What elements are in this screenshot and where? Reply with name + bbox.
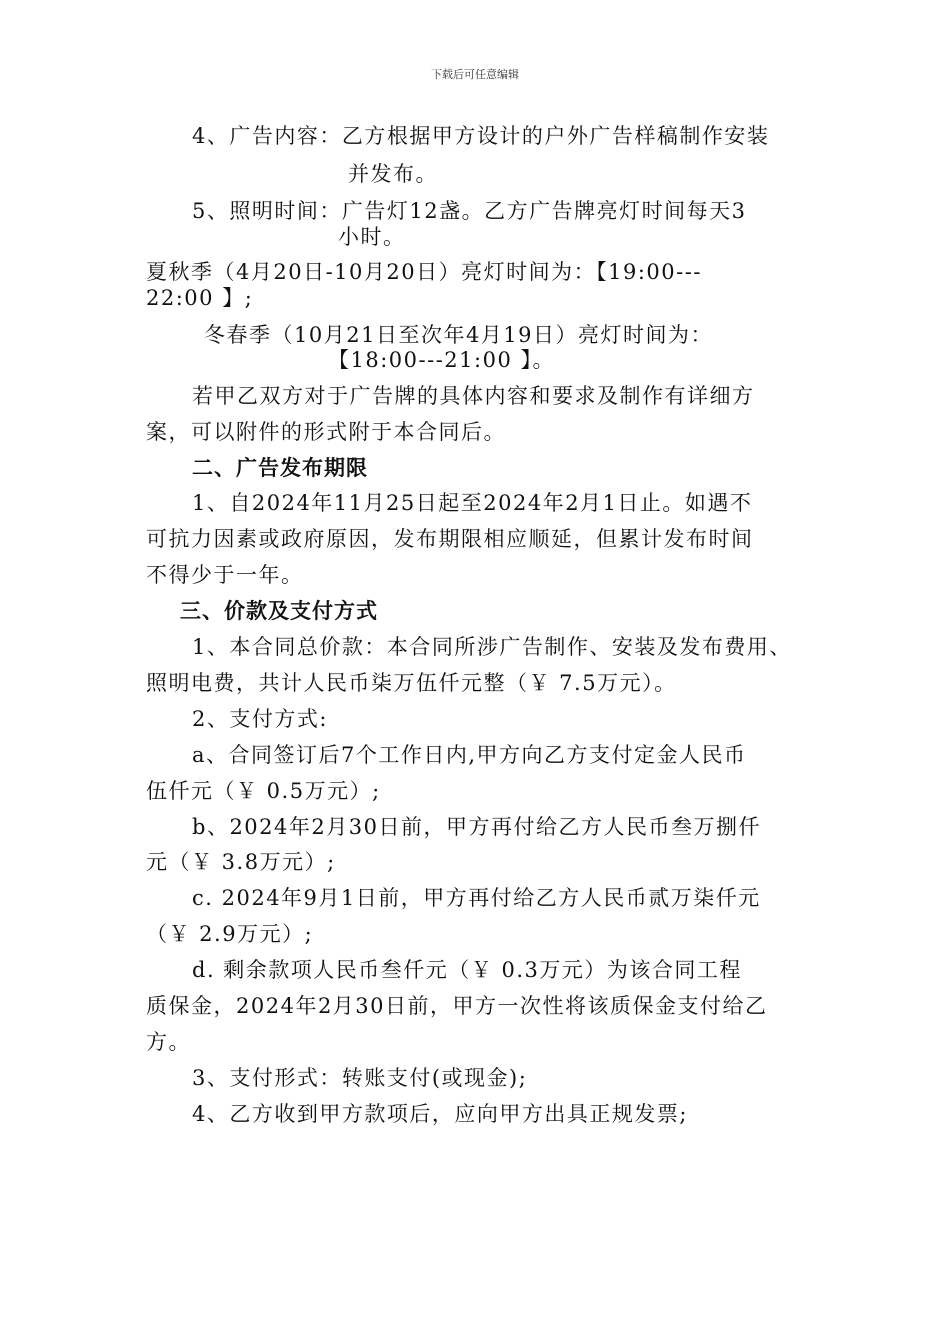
text-line: d. 剩余款项人民币叁仟元（￥ 0.3万元）为该合同工程 [192, 958, 742, 982]
text-line: 1、自2024年11月25日起至2024年2月1日止。如遇不 [192, 491, 753, 515]
text-line: 4、乙方收到甲方款项后，应向甲方出具正规发票; [192, 1102, 688, 1126]
text-line: 案，可以附件的形式附于本合同后。 [146, 420, 506, 444]
text-line: b、2024年2月30日前，甲方再付给乙方人民币叁万捌仟 [192, 815, 761, 839]
text-line: 22:00 】; [146, 286, 254, 310]
text-line: 伍仟元（￥ 0.5万元）; [146, 779, 381, 803]
text-line: 并发布。 [348, 162, 438, 186]
text-line: 小时。 [338, 225, 406, 249]
text-line: 2、支付方式: [192, 707, 328, 731]
text-line: a、合同签订后7个工作日内,甲方向乙方支付定金人民币 [192, 743, 747, 767]
text-line: （￥ 2.9万元）; [146, 922, 314, 946]
text-line: 3、支付形式：转账支付(或现金); [192, 1066, 528, 1090]
text-line: 质保金，2024年2月30日前，甲方一次性将该质保金支付给乙 [146, 994, 768, 1018]
text-line: 元（￥ 3.8万元）; [146, 850, 336, 874]
section-heading-payment: 三、价款及支付方式 [180, 599, 378, 623]
text-line: 可抗力因素或政府原因，发布期限相应顺延，但累计发布时间 [146, 527, 754, 551]
text-line: c. 2024年9月1日前，甲方再付给乙方人民币贰万柒仟元 [192, 886, 761, 910]
text-line: 5、照明时间：广告灯12盏。乙方广告牌亮灯时间每天3 [192, 199, 747, 223]
text-line: 【18:00---21:00 】。 [328, 348, 555, 372]
section-heading-publish-period: 二、广告发布期限 [192, 456, 368, 480]
text-line: 冬春季（10月21日至次年4月19日）亮灯时间为： [204, 323, 714, 347]
text-line: 夏秋季（4月20日-10月20日）亮灯时间为：【19:00--- [146, 260, 702, 284]
text-line: 不得少于一年。 [146, 563, 304, 587]
text-line: 照明电费，共计人民币柒万伍仟元整（￥ 7.5万元）。 [146, 671, 677, 695]
text-line: 4、广告内容：乙方根据甲方设计的户外广告样稿制作安装 [192, 124, 770, 148]
text-line: 1、本合同总价款：本合同所涉广告制作、安装及发布费用、 [192, 635, 792, 659]
text-line: 若甲乙双方对于广告牌的具体内容和要求及制作有详细方 [192, 384, 755, 408]
header-note: 下载后可任意编辑 [431, 68, 519, 81]
text-line: 方。 [146, 1030, 191, 1054]
